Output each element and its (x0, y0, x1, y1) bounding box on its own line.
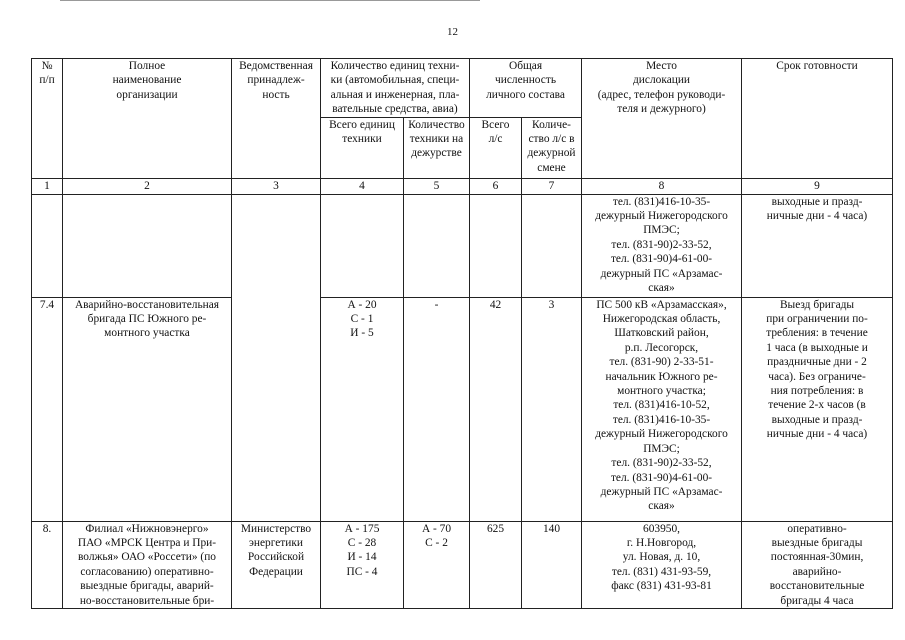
column-number: 6 (470, 178, 522, 194)
header-readiness: Срок готовности (742, 59, 893, 179)
page-number: 12 (447, 26, 458, 38)
column-number: 5 (404, 178, 470, 194)
cell-location: 603950, г. Н.Новгород, ул. Новая, д. 10, тел. (831) 431-93-59, факс (831) 431-93-81 (582, 521, 742, 608)
table-row-7-4 (32, 297, 893, 521)
cell-staff-shift: 3 (522, 297, 582, 521)
cell-readiness: выходные и празд- ничные дни - 4 часа) (742, 194, 893, 297)
cell-location: тел. (831)416-10-35- дежурный Нижегородского ПМЭС; тел. (831-90)2-33-52, тел. (831-90)4-61-00- дежурный ПС «Арзамас- ская» (582, 194, 742, 297)
cell-num (32, 194, 63, 297)
cell-name: Аварийно-восстановительная бригада ПС Южного ре- монтного участка (63, 297, 232, 521)
header-units-total: Всего единиц техники (321, 117, 404, 178)
cell-units-duty: - (404, 297, 470, 521)
cell-units-total (321, 194, 404, 297)
cell-units-total: А - 20 С - 1 И - 5 (321, 297, 404, 521)
cell-num: 8. (32, 521, 63, 608)
table-row-continuation (32, 194, 893, 297)
column-number: 7 (522, 178, 582, 194)
cell-units-duty: А - 70 С - 2 (404, 521, 470, 608)
column-number: 8 (582, 178, 742, 194)
cell-dept (232, 194, 321, 521)
column-number: 2 (63, 178, 232, 194)
header-units-duty: Количество техники на дежурстве (404, 117, 470, 178)
column-number-row (32, 178, 893, 194)
header-location: Место дислокации (адрес, телефон руководи- теля и дежурного) (582, 59, 742, 179)
cell-staff-total (470, 194, 522, 297)
scan-edge-line (60, 0, 480, 2)
cell-location: ПС 500 кВ «Арзамасская», Нижегородская область, Шатковский район, р.п. Лесогорск, тел. (831-90) 2-33-51- начальник Южного ре- монтного участка; тел. (831)416-10-52, тел. (831)416-10-35- дежурный Нижегородского ПМЭС; тел. (831-90)2-33-52, тел. (831-90)4-61-00- дежурный ПС «Арзамас- ская» (582, 297, 742, 521)
cell-staff-total: 625 (470, 521, 522, 608)
header-num: № п/п (32, 59, 63, 179)
column-number: 4 (321, 178, 404, 194)
header-staff-total: Всего л/с (470, 117, 522, 178)
column-number: 1 (32, 178, 63, 194)
column-number: 3 (232, 178, 321, 194)
organizations-table (31, 58, 893, 609)
cell-staff-total: 42 (470, 297, 522, 521)
cell-name (63, 194, 232, 297)
header-units-group: Количество единиц техни- ки (автомобильная, специ- альная и инженерная, пла- вательные средства, авиа) (321, 59, 470, 118)
cell-readiness: Выезд бригады при ограничении по- требления: в течение 1 часа (в выходные и праздничные дни - 2 часа). Без ограниче- ния потребления: в течение 2-х часов (в выходные и празд- ничные дни - 4 часа) (742, 297, 893, 521)
header-dept: Ведомственная принадлеж- ность (232, 59, 321, 179)
cell-units-duty (404, 194, 470, 297)
header-name: Полное наименование организации (63, 59, 232, 179)
cell-staff-shift: 140 (522, 521, 582, 608)
table-row-8 (32, 521, 893, 608)
cell-staff-shift (522, 194, 582, 297)
cell-readiness: оперативно- выездные бригады постоянная-30мин, аварийно- восстановительные бригады 4 часа (742, 521, 893, 608)
header-row (32, 59, 893, 118)
header-staff-shift: Количе- ство л/с в дежурной смене (522, 117, 582, 178)
column-number: 9 (742, 178, 893, 194)
cell-dept: Министерство энергетики Российской Федерации (232, 521, 321, 608)
cell-num: 7.4 (32, 297, 63, 521)
cell-name: Филиал «Нижновэнерго» ПАО «МРСК Центра и При- волжья» ОАО «Россети» (по согласованию) оперативно- выездные бригады, аварий- но-восстановительные бри- (63, 521, 232, 608)
cell-units-total: А - 175 С - 28 И - 14 ПС - 4 (321, 521, 404, 608)
header-staff-group: Общая численность личного состава (470, 59, 582, 118)
